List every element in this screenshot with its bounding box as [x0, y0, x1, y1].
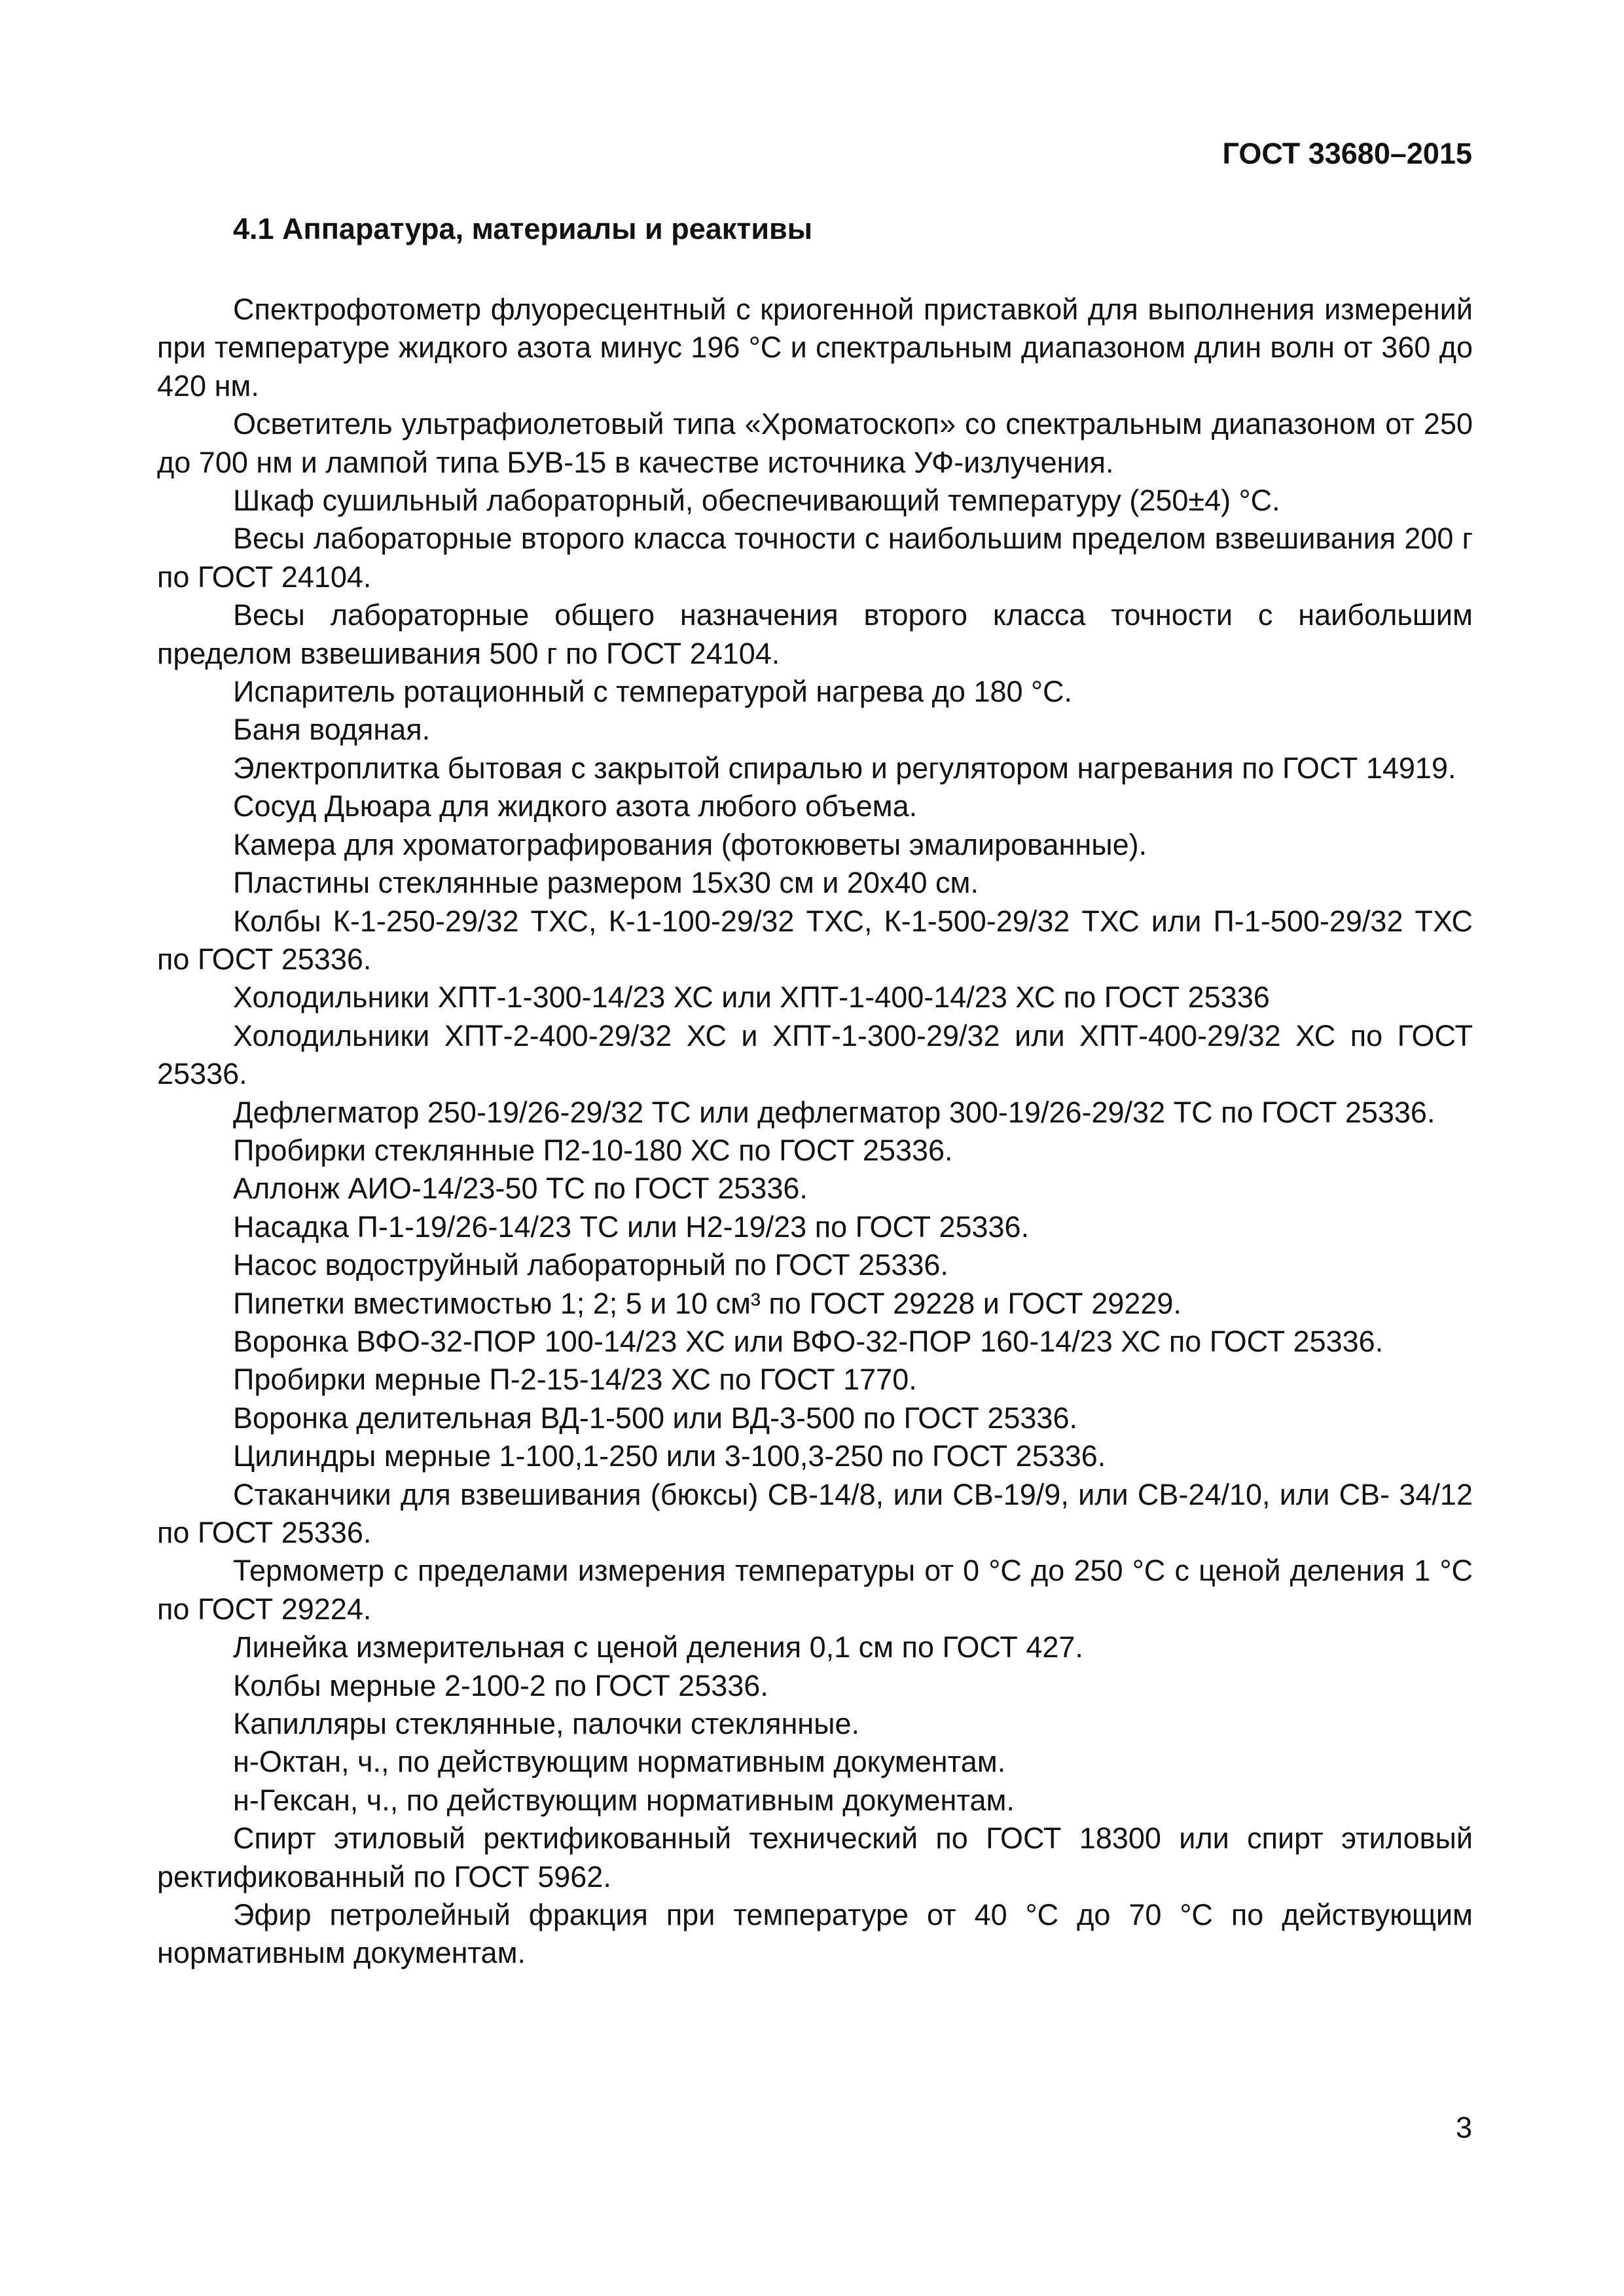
list-item: Шкаф сушильный лабораторный, обеспечивающий температуру (250±4) °С. — [233, 484, 1280, 518]
list-item: Баня водяная. — [233, 713, 431, 747]
list-item: Эфир петролейный фракция при температуре от 40 °С до 70 °С по действующим нормативным документам. — [157, 1898, 1473, 1970]
list-item: Дефлегматор 250-19/26-29/32 ТС или дефлегматор 300-19/26-29/32 ТС по ГОСТ 25336. — [233, 1095, 1435, 1129]
section-title: 4.1 Аппаратура, материалы и реактивы — [233, 212, 813, 245]
list-item: Линейка измерительная с ценой деления 0,1 см по ГОСТ 427. — [233, 1630, 1083, 1664]
list-item: Воронка ВФО-32-ПОР 100-14/23 ХС или ВФО-32-ПОР 160-14/23 ХС по ГОСТ 25336. — [233, 1324, 1384, 1358]
list-item: Испаритель ротационный с температурой нагрева до 180 °С. — [233, 675, 1073, 709]
list-item: Осветитель ультрафиолетовый типа «Хроматоскоп» со спектральным диапазоном от 250 до 700 нм и лампой типа БУВ-15 в качестве источника УФ-излучения. — [157, 407, 1473, 479]
list-item: Пробирки стеклянные П2-10-180 ХС по ГОСТ 25336. — [233, 1133, 953, 1167]
list-item: Воронка делительная ВД-1-500 или ВД-3-500 по ГОСТ 25336. — [233, 1401, 1077, 1435]
list-item: Аллонж АИО-14/23-50 ТС по ГОСТ 25336. — [233, 1172, 808, 1206]
list-item: Стаканчики для взвешивания (бюксы) СВ-14/8, или СВ-19/9, или СВ-24/10, или СВ- 34/12 по ГОСТ 25336. — [157, 1477, 1473, 1549]
list-item: Камера для хроматографирования (фотокюветы эмалированные). — [233, 827, 1147, 861]
list-item: Насадка П-1-19/26-14/23 ТС или Н2-19/23 по ГОСТ 25336. — [233, 1210, 1030, 1244]
list-item: Холодильники ХПТ-1-300-14/23 ХС или ХПТ-1-400-14/23 ХС по ГОСТ 25336 — [233, 980, 1270, 1014]
list-item: Насос водоструйный лабораторный по ГОСТ 25336. — [233, 1248, 948, 1282]
list-item: н-Гексан, ч., по действующим нормативным документам. — [233, 1783, 1015, 1817]
list-item: Пробирки мерные П-2-15-14/23 ХС по ГОСТ 1770. — [233, 1363, 917, 1397]
list-item: Весы лабораторные второго класса точности с наибольшим пределом взвешивания 200 г по ГОСТ 24104. — [157, 522, 1473, 594]
list-item: Термометр с пределами измерения температуры от 0 °С до 250 °С с ценой деления 1 °С по ГОСТ 29224. — [157, 1554, 1473, 1626]
list-item: Капилляры стеклянные, палочки стеклянные. — [233, 1707, 860, 1741]
equipment-list — [157, 291, 1473, 1973]
document-body — [157, 211, 1473, 1973]
list-item: Пипетки вместимостью 1; 2; 5 и 10 см³ по ГОСТ 29228 и ГОСТ 29229. — [233, 1286, 1182, 1320]
list-item: Пластины стеклянные размером 15х30 см и 20х40 см. — [233, 866, 979, 900]
list-item: Колбы К-1-250-29/32 ТХС, К-1-100-29/32 ТХС, К-1-500-29/32 ТХС или П-1-500-29/32 ТХС по ГОСТ 25336. — [157, 904, 1473, 976]
standard-code-header: ГОСТ 33680–2015 — [1222, 137, 1472, 170]
list-item: Спектрофотометр флуоресцентный с криогенной приставкой для выполнения измерений при температуре жидкого азота минус 196 °С и спектральным диапазоном длин волн от 360 до 420 нм. — [157, 293, 1473, 403]
list-item: Сосуд Дьюара для жидкого азота любого объема. — [233, 789, 918, 823]
list-item: Спирт этиловый ректификованный технический по ГОСТ 18300 или спирт этиловый ректификованный по ГОСТ 5962. — [157, 1821, 1473, 1893]
page-number: 3 — [1455, 2111, 1472, 2144]
list-item: Колбы мерные 2-100-2 по ГОСТ 25336. — [233, 1668, 768, 1702]
list-item: н-Октан, ч., по действующим нормативным документам. — [233, 1745, 1006, 1779]
list-item: Электроплитка бытовая с закрытой спиралью и регулятором нагревания по ГОСТ 14919. — [233, 751, 1456, 785]
list-item: Весы лабораторные общего назначения второго класса точности с наибольшим пределом взвешивания 500 г по ГОСТ 24104. — [157, 598, 1473, 670]
list-item: Холодильники ХПТ-2-400-29/32 ХС и ХПТ-1-300-29/32 или ХПТ-400-29/32 ХС по ГОСТ 25336. — [157, 1018, 1473, 1091]
list-item: Цилиндры мерные 1-100,1-250 или 3-100,3-250 по ГОСТ 25336. — [233, 1439, 1106, 1473]
